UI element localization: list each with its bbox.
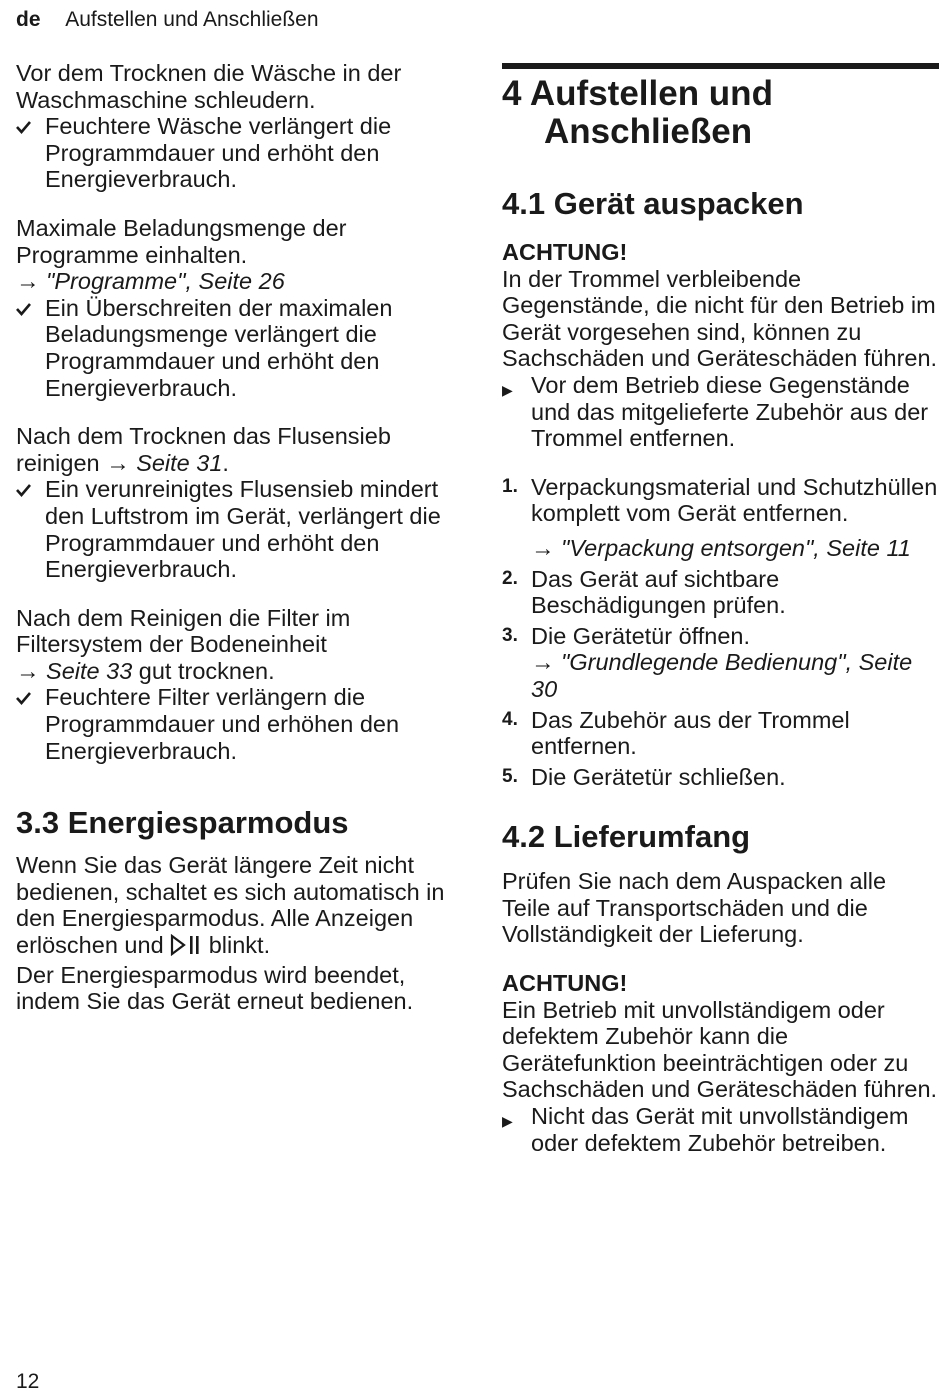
step-number: 5. — [502, 765, 518, 787]
paragraph: Der Energiesparmodus wird beendet, indem Sie das Gerät erneut bedienen. — [16, 961, 414, 1015]
paragraph: Nach dem Trocknen das Flusensieb reinigen → Seite 31. — [16, 423, 391, 476]
list-item — [502, 623, 939, 703]
list-item — [502, 474, 939, 562]
section-heading: 4.2 Lieferumfang — [502, 819, 751, 855]
page-number: 12 — [16, 1370, 40, 1393]
paragraph: → Seite 33 gut trocknen. — [16, 657, 275, 684]
step-number: 1. — [502, 475, 518, 497]
reference-text: "Verpackung entsorgen", Seite 11 — [561, 534, 911, 561]
arrow-right-icon: → — [16, 268, 40, 295]
reference-text[interactable]: Seite 33 — [46, 657, 133, 684]
step-text: Das Gerät auf sichtbare Beschädigungen prüfen. — [531, 565, 786, 619]
check-item — [16, 476, 466, 582]
check-item-text: Feuchtere Wäsche verlängert die Programmdauer und erhöht den Energieverbrauch. — [45, 113, 392, 193]
cross-reference[interactable] — [16, 268, 466, 295]
section-heading: 4.1 Gerät auspacken — [502, 186, 804, 221]
cross-reference[interactable] — [531, 649, 939, 702]
reference-text[interactable]: Seite 31 — [136, 449, 223, 476]
chapter-heading: 4 Aufstellen und Anschließen — [502, 74, 773, 151]
step-text: Das Zubehör aus der Trommel entfernen. — [531, 706, 850, 760]
page-header — [16, 8, 319, 32]
warning-text: In der Trommel verbleibende Gegenstände, die nicht für den Betrieb im Gerät vorgesehen sind, können zu Sachschäden und Geräteschäden führen. — [502, 265, 938, 372]
section-heading: 3.3 Energiesparmodus — [16, 805, 349, 841]
check-item-text: Ein verunreinigtes Flusensieb mindert den Luftstrom im Gerät, verlängert die Programmdauer und erhöht den Energieverbrauch. — [45, 476, 441, 583]
cross-reference[interactable] — [531, 535, 939, 562]
step-number: 2. — [502, 567, 518, 589]
play-pause-icon — [170, 934, 202, 962]
arrow-right-icon: → — [16, 657, 40, 684]
paragraph: Prüfen Sie nach dem Auspacken alle Teile auf Transportschäden und die Vollständigkeit der Lieferung. — [502, 868, 887, 948]
check-item — [16, 684, 466, 764]
list-item — [502, 764, 939, 791]
paragraph: Wenn Sie das Gerät längere Zeit nicht bedienen, schaltet es sich automatisch in den Energiesparmodus. Alle Anzeigen erlöschen und blinkt. — [16, 852, 466, 961]
step-number: 4. — [502, 708, 518, 730]
arrow-right-icon: → — [531, 649, 555, 676]
triangle-bullet-icon: ▶ — [502, 1113, 513, 1130]
check-icon — [16, 476, 40, 503]
step-text: Die Gerätetür öffnen. — [531, 622, 751, 649]
list-item — [502, 566, 939, 619]
chapter-rule — [502, 63, 939, 69]
left-column — [16, 60, 466, 1015]
check-item-text: Ein Überschreiten der maximalen Beladungsmenge verlängert die Programmdauer und erhöht den Energieverbrauch. — [45, 294, 393, 401]
paragraph: Vor dem Trocknen die Wäsche in der Waschmaschine schleudern. — [16, 60, 402, 113]
arrow-right-icon: → — [106, 449, 130, 476]
action-item — [502, 1103, 939, 1156]
check-icon — [16, 113, 40, 140]
check-item — [16, 113, 466, 193]
arrow-right-icon: → — [531, 534, 555, 561]
action-text: Vor dem Betrieb diese Gegenstände und das mitgelieferte Zubehör aus der Trommel entfernen. — [531, 371, 929, 452]
reference-text: "Grundlegende Bedienung", Seite 30 — [531, 649, 913, 702]
check-icon — [16, 684, 40, 711]
action-item — [502, 372, 939, 452]
list-item — [502, 707, 939, 760]
step-text: Die Gerätetür schließen. — [531, 763, 786, 790]
check-item — [16, 295, 466, 401]
right-column — [502, 63, 939, 1156]
step-text: Verpackungsmaterial und Schutzhüllen komplett vom Gerät entfernen. — [531, 473, 938, 527]
check-item-text: Feuchtere Filter verlängern die Programmdauer und erhöhen den Energieverbrauch. — [45, 684, 400, 764]
warning-label: ACHTUNG! — [502, 239, 628, 265]
language-code: de — [16, 8, 41, 31]
check-icon — [16, 295, 40, 322]
header-title: Aufstellen und Anschließen — [65, 8, 319, 31]
paragraph: Maximale Beladungsmenge der Programme einhalten. — [16, 214, 347, 268]
action-text: Nicht das Gerät mit unvollständigem oder defektem Zubehör betreiben. — [531, 1103, 909, 1156]
warning-text: Ein Betrieb mit unvollständigem oder defektem Zubehör kann die Gerätefunktion beeinträchtigen oder zu Sachschäden und Geräteschäden führen. — [502, 996, 938, 1103]
triangle-bullet-icon: ▶ — [502, 381, 513, 398]
paragraph: Nach dem Reinigen die Filter im Filtersystem der Bodeneinheit — [16, 604, 351, 658]
step-number: 3. — [502, 624, 518, 646]
warning-label: ACHTUNG! — [502, 970, 628, 997]
reference-text: "Programme", Seite 26 — [46, 268, 285, 295]
